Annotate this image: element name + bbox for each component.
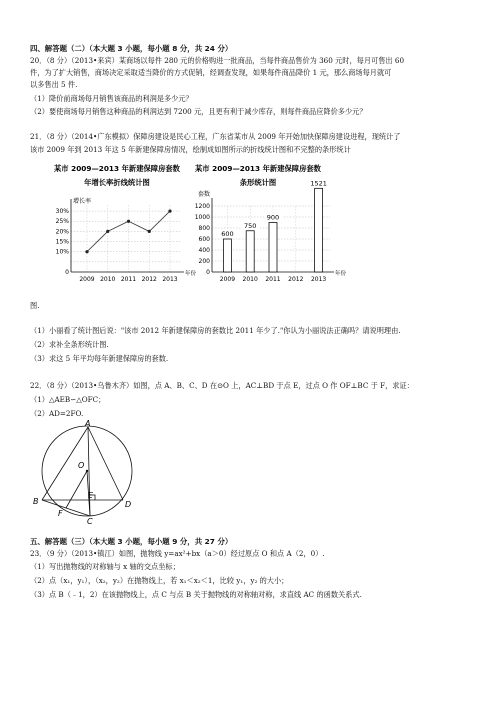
line-x-tick-label: 2011 — [120, 276, 137, 283]
line-x-tick-label: 2009 — [79, 276, 95, 283]
bar-x-tick-label: 2011 — [265, 276, 281, 283]
circle-geometry-figure — [30, 418, 130, 526]
line-y-axis-label: 增长率 — [73, 198, 92, 205]
bar-y-tick-label: 800 — [198, 225, 210, 232]
housing-bar-chart — [190, 160, 365, 310]
segment-of — [66, 471, 87, 508]
q23-line-1: 23．（9 分）（2013•镇江）如图，抛物线 y=ax²+bx（a＞0）经过原点 O 和点 A（2，0）. — [30, 549, 325, 558]
bar-chart-subtitle: 条形统计图 — [239, 178, 277, 187]
q21-line-1: 21．（8 分）（2014•广东模拟）保障房建设是民心工程，广东省某市从 2009 年开始加快保障房建设进程，现统计了 — [30, 132, 401, 141]
bar-x-axis-suffix: 年份 — [335, 271, 347, 277]
bar-data-label: 750 — [243, 221, 257, 230]
line-y-tick-label: 25% — [55, 218, 69, 226]
bar-data-label: 1521 — [310, 179, 327, 188]
bar-data-label: 600 — [221, 230, 234, 238]
q23-sub-2: （2）点（x₁，y₁），（x₂，y₂）在抛物线上，若 x₁＜x₂＜1，比较 y₁，y₂ 的大小； — [30, 576, 289, 585]
q20-line-3: 以多售出 5 件. — [30, 80, 78, 89]
bar-x-tick-label: 2010 — [242, 276, 258, 283]
bar-y-tick-label: 0 — [206, 269, 210, 276]
bar-y-tick-label: 200 — [198, 258, 210, 265]
bar — [269, 223, 277, 273]
growth-rate-line-chart — [45, 160, 197, 310]
q23-sub-1: （1）写出抛物线的对称轴与 x 轴的交点坐标； — [30, 562, 180, 571]
q23-sub-3: （3）点 B（﹣1，2）在该抛物线上，点 C 与点 B 关于抛物线的对称轴对称，求直线 AC 的函数关系式. — [30, 590, 362, 599]
bar — [223, 239, 231, 272]
q20-line-1: 20．（8 分）（2013•来宾）某商场以每件 280 元的价格购进一批商品，当每件商品售价为 360 元时，每月可售出 60 — [30, 56, 405, 65]
section-4-header: 四、解答题（二）（本大题 3 小题，每小题 8 分，共 24 分） — [30, 44, 233, 53]
bar-y-tick-label: 400 — [198, 247, 210, 254]
q21-line-tail: 图. — [30, 301, 40, 310]
q20-sub-1: （1）降价前商场每月销售该商品的利润是多少元？ — [30, 94, 193, 103]
q21-sub-1: （1）小丽看了统计图后说："该市 2012 年新建保障房的套数比 2011 年少了."你认为小丽说法正确吗？请说明理由. — [30, 326, 401, 335]
line-y-tick-label: 30% — [55, 208, 69, 216]
line-y-tick-label: 0 — [65, 269, 69, 276]
bar-y-tick-label: 1200 — [194, 203, 210, 210]
bar-x-tick-label: 2012 — [288, 276, 304, 283]
line-x-tick-label: 2012 — [141, 276, 157, 283]
center-dot — [86, 470, 88, 472]
q22-line-1: 22．（8 分）（2013•乌鲁木齐）如图，点 A、B、C、D 在⊙O 上，AC⊥BD 于点 E，过点 O 作 OF⊥BC 于 F，求证： — [30, 381, 414, 390]
line-x-tick-label: 2010 — [100, 276, 116, 283]
line-x-axis-suffix: 年份 — [185, 271, 197, 277]
bar-y-tick-label: 600 — [198, 236, 210, 243]
bar-y-tick-label: 1000 — [194, 214, 210, 221]
line-y-tick-label: 15% — [55, 238, 69, 246]
line-point — [127, 220, 130, 223]
label-f: F — [58, 509, 63, 518]
q21-line-2: 该市 2009 年到 2013 年这 5 年新建保障房情况，绘制成如图所示的折线统计图和不完整的条形统计 — [30, 145, 351, 154]
bar-x-tick-label: 2013 — [310, 276, 327, 283]
q20-line-2: 件，为了扩大销售，商场决定采取适当降价的方式促销，经调查发现，如果每件商品降价 1 元，那么商场每月就可 — [30, 68, 392, 77]
q22-sub-1: （1）△AEB∽△OFC； — [30, 395, 106, 404]
line-point — [148, 230, 151, 233]
bar — [315, 188, 323, 272]
line-point — [85, 250, 88, 253]
line-y-tick-label: 20% — [55, 228, 69, 236]
bar-x-tick-label: 2009 — [219, 276, 236, 283]
section-5-header: 五、解答题（三）（本大题 3 小题，每小题 9 分，共 27 分） — [30, 537, 233, 546]
label-c: C — [87, 517, 93, 526]
line-point — [168, 209, 171, 212]
q20-sub-2: （2）要使商场每月销售这种商品的利润达到 7200 元，且更有利于减少库存，则每件商品应降价多少元？ — [30, 107, 367, 116]
label-e: E — [88, 491, 94, 500]
line-point — [106, 230, 109, 233]
bar — [246, 231, 254, 272]
q22-sub-2: （2）AD=2FO. — [30, 409, 84, 418]
bar-chart-title: 某市 2009—2013 年新建保障房套数 — [195, 164, 321, 173]
q21-sub-3: （3）求这 5 年平均每年新建保障房的套数. — [30, 354, 169, 363]
line-chart-subtitle: 年增长率折线统计图 — [84, 178, 150, 187]
label-a: A — [85, 419, 91, 428]
line-x-tick-label: 2013 — [162, 276, 178, 283]
label-b: B — [33, 497, 39, 506]
bar-y-axis-label: 套数 — [198, 191, 211, 198]
label-o: O — [78, 461, 85, 470]
q21-sub-2: （2）求补全条形统计图. — [30, 340, 109, 349]
label-d: D — [125, 500, 132, 509]
bar-data-label: 900 — [266, 213, 280, 222]
line-chart-title: 某市 2009—2013 年新建保障房套数 — [54, 164, 180, 173]
line-y-tick-label: 10% — [55, 248, 69, 256]
